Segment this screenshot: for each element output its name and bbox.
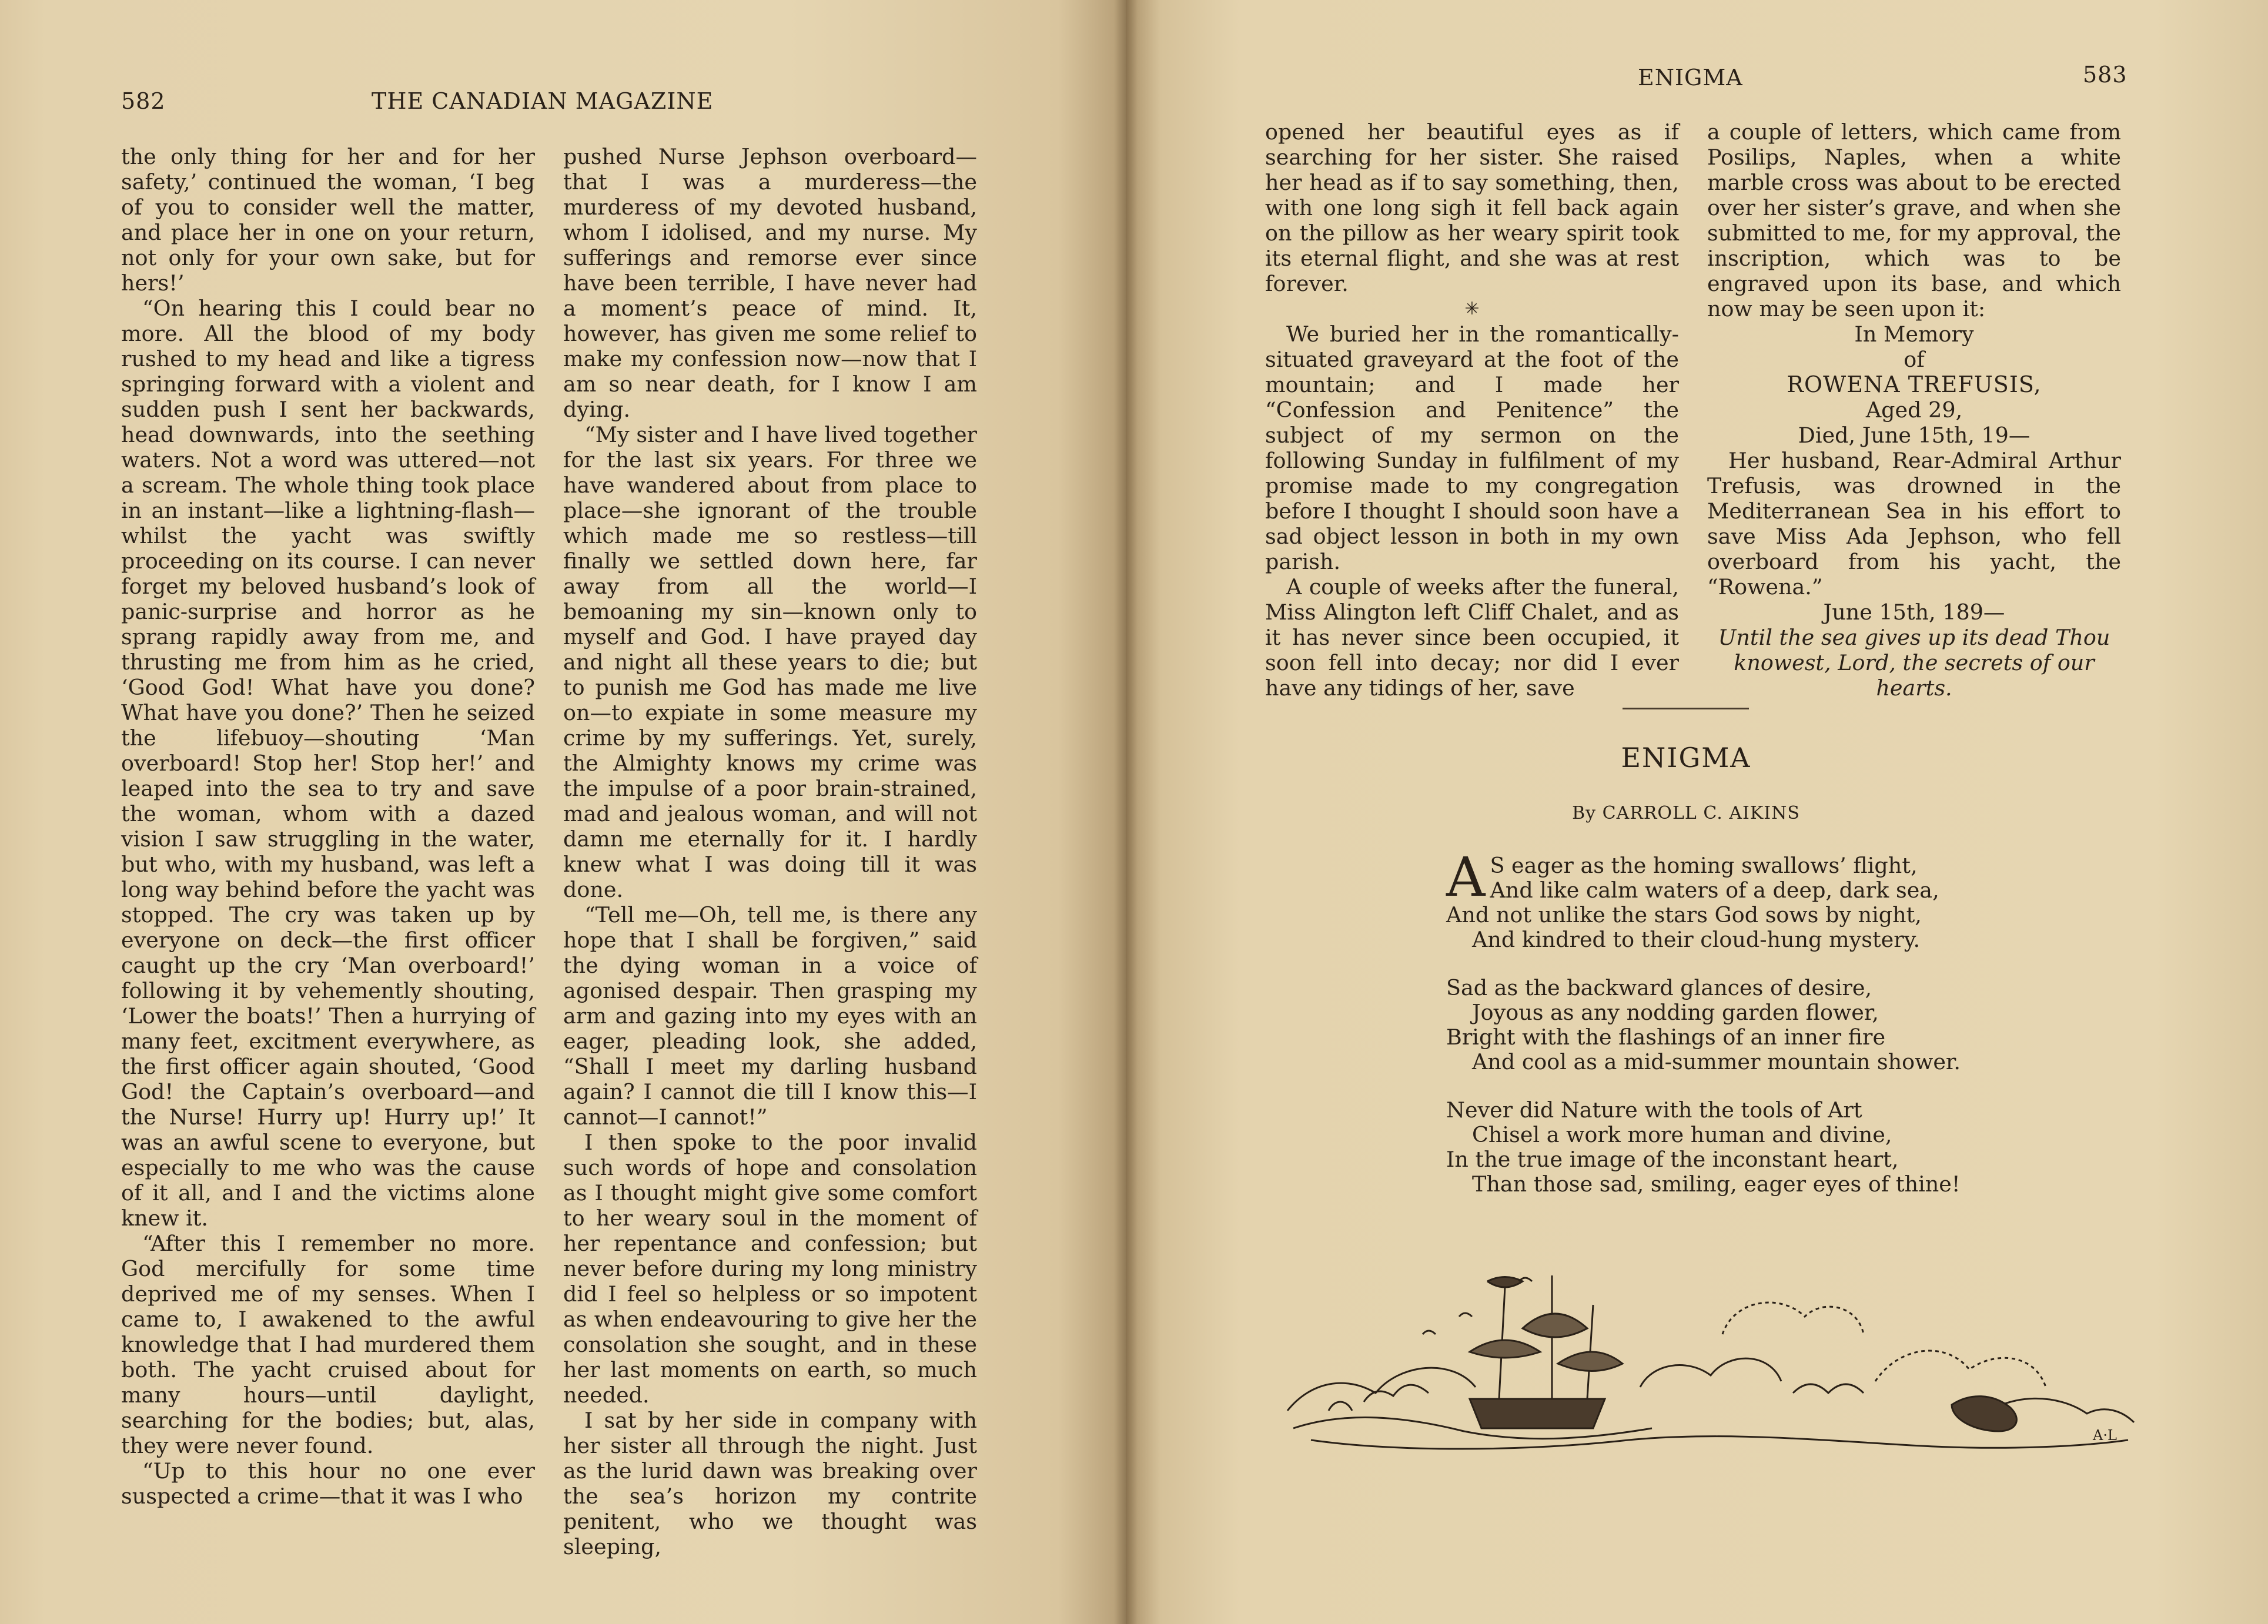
left-column-2: [563, 144, 977, 1559]
paragraph: I then spoke to the poor invalid such words of hope and consolation as I thought might give some comfort to her weary soul in the moment of her repentance and confession; but never before during my long ministry did I feel so helpless or so impotent as when endeavouring to give her the consolation she sought, and in these her last moments on earth, so much needed.: [563, 1130, 977, 1408]
running-head-right: ENIGMA: [1638, 65, 1743, 91]
poem-line: Joyous as any nodding garden flower,: [1472, 1000, 1879, 1025]
poem-line: Sad as the backward glances of desire,: [1446, 975, 1872, 1000]
poem-title: ENIGMA: [1621, 742, 1751, 774]
paragraph: “My sister and I have lived together for the last six years. For three we have wandered about from place to place—she ignorant of the trouble which made me so restless—till finally we settled down here, far away from all the world—I bemoaning my sin—known only to myself and God. I have prayed day and night all these years to die; but to punish me God has made me live on—to expiate in some measure my crime by my sufferings. Yet, surely, the Almighty knows my crime was the impulse of a poor brain-strained, mad and jealous woman, and will not damn me eternally for it. I hardly knew what I was doing till it was done.: [563, 422, 977, 902]
poem-line: Never did Nature with the tools of Art: [1446, 1097, 1862, 1123]
poem-line: Than those sad, smiling, eager eyes of thine!: [1472, 1171, 1961, 1197]
poem-body: [1446, 846, 1987, 1220]
paragraph: A couple of weeks after the funeral, Miss Alington left Cliff Chalet, and as it has never since been occupied, it soon fell into decay; nor did I ever have any tidings of her, save: [1265, 574, 1679, 701]
memorial-husband: Her husband, Rear-Admiral Arthur Trefusis, was drowned in the Mediterranean Sea in his effort to save Miss Ada Jephson, who fell overboard from his yacht, the “Rowena.”: [1707, 448, 2121, 600]
memorial-age: Aged 29,: [1865, 397, 1963, 423]
poem-line: And cool as a mid-summer mountain shower.: [1472, 1049, 1961, 1074]
memorial-name: ROWENA TREFUSIS,: [1787, 371, 2042, 397]
paragraph: “After this I remember no more. God mercifully for some time deprived me of my senses. When I came to, I awakened to the awful knowledge that I had murdered them both. The yacht cruised about for many hours—until daylight, searching for the bodies; but, alas, they were never found.: [121, 1231, 535, 1458]
paragraph: “On hearing this I could bear no more. All the blood of my body rushed to my head and like a tigress springing forward with a violent and sudden push I sent her backwards, head downwards, into the seething waters. Not a word was uttered—not a scream. The whole thing took place in an instant—like a lightning-flash—whilst the yacht was swiftly proceeding on its course. I can never forget my beloved husband’s look of panic-surprise and horror as he sprang rapidly away from me, and thrusting me from him as he cried, ‘Good God! What have you done? What have you done?’ Then he seized the lifebuoy—shouting ‘Man overboard! Stop her! Stop her!’ and leaped into the sea to try and save the woman, whom with a dazed vision I saw struggling in the water, but who, with my husband, was left a long way behind before the yacht was stopped. The cry was taken up by everyone on deck—the first officer caught up the cry ‘Man overboard!’ following it by vehemently shouting, ‘Lower the boats!’ Then a hurrying of many feet, excitment everywhere, as the first officer again shouted, ‘Good God! the Captain’s overboard—and the Nurse! Hurry up! Hurry up!’ It was an awful scene to everyone, but especially to me who was the cause of it all, and I and the victims alone knew it.: [121, 296, 535, 1231]
stanza: [1446, 1098, 1987, 1197]
section-separator: ✳: [1464, 299, 1480, 319]
paragraph: “Up to this hour no one ever suspected a crime—that it was I who: [121, 1458, 535, 1509]
memorial-line: of: [1904, 347, 1925, 372]
poem-line: S eager as the homing swallows’ flight,: [1490, 853, 1918, 878]
gutter-shadow: [1114, 0, 1138, 1624]
stanza: [1446, 976, 1987, 1074]
paragraph: pushed Nurse Jephson overboard—that I was a murderess—the murderess of my devoted husband, whom I idolised, and my nurse. My sufferings and remorse ever since have been terrible, I have never had a moment’s peace of mind. It, however, has given me some relief to make my confession now—now that I am so near death, for I know I am dying.: [563, 144, 977, 422]
page-number-right: 583: [2083, 62, 2127, 88]
poem-line: And kindred to their cloud-hung mystery.: [1472, 927, 1921, 952]
poem-line: In the true image of the inconstant heart,: [1446, 1147, 1899, 1172]
poem-line: And like calm waters of a deep, dark sea,: [1490, 878, 1939, 903]
right-column-1: [1265, 119, 1679, 701]
paragraph: opened her beautiful eyes as if searching for her sister. She raised her head as if to say something, then, with one long sigh it fell back again on the pillow as her weary spirit took its eternal flight, and she was at rest forever.: [1265, 119, 1679, 296]
divider-rule: [1623, 708, 1749, 709]
memorial-date: June 15th, 189—: [1823, 600, 2005, 625]
left-page: [0, 0, 1126, 1624]
paragraph: the only thing for her and for her safety,’ continued the woman, ‘I beg of you to consider well the matter, and place her in one on your return, not only for your own sake, but for hers!’: [121, 144, 535, 296]
poem-line: Bright with the flashings of an inner fire: [1446, 1024, 1886, 1050]
memorial-verse: Until the sea gives up its dead Thou knowest, Lord, the secrets of our hearts.: [1718, 625, 2110, 701]
poem-line: And not unlike the stars God sows by night,: [1446, 902, 1922, 927]
ship-vignette-illustration: [1276, 1264, 2146, 1464]
paragraph: We buried her in the romantically-situated graveyard at the foot of the mountain; and I made her “Confession and Penitence” the subject of my sermon on the following Sunday in fulfilment of my promise made to my congregation before I thought I should soon have a sad object lesson in both in my own parish.: [1265, 322, 1679, 574]
running-head-left: THE CANADIAN MAGAZINE: [372, 88, 714, 114]
paragraph: I sat by her side in company with her sister all through the night. Just as the lurid dawn was breaking over the sea’s horizon my contrite penitent, who we thought was sleeping,: [563, 1408, 977, 1559]
right-column-2: [1707, 119, 2121, 701]
left-column-1: [121, 144, 535, 1509]
page-number-left: 582: [121, 88, 166, 114]
memorial-line: In Memory: [1854, 322, 1974, 347]
poem-line: Chisel a work more human and divine,: [1472, 1122, 1892, 1147]
paragraph: “Tell me—Oh, tell me, is there any hope that I shall be forgiven,” said the dying woman in a voice of agonised despair. Then grasping my arm and gazing into my eyes with an eager, pleading look, she added, “Shall I meet my darling husband again? I cannot die till I know this—I cannot—I cannot!”: [563, 902, 977, 1130]
stanza: [1446, 846, 1987, 952]
drop-cap: A: [1446, 846, 1486, 909]
memorial-died: Died, June 15th, 19—: [1798, 423, 2031, 448]
paragraph: a couple of letters, which came from Posilips, Naples, when a white marble cross was about to be erected over her sister’s grave, and when she submitted to me, for my approval, the inscription, which was to be engraved upon its base, and which now may be seen upon it:: [1707, 119, 2121, 322]
poem-byline: By CARROLL C. AIKINS: [1572, 803, 1800, 823]
vignette-initials: A·L: [2093, 1427, 2117, 1444]
